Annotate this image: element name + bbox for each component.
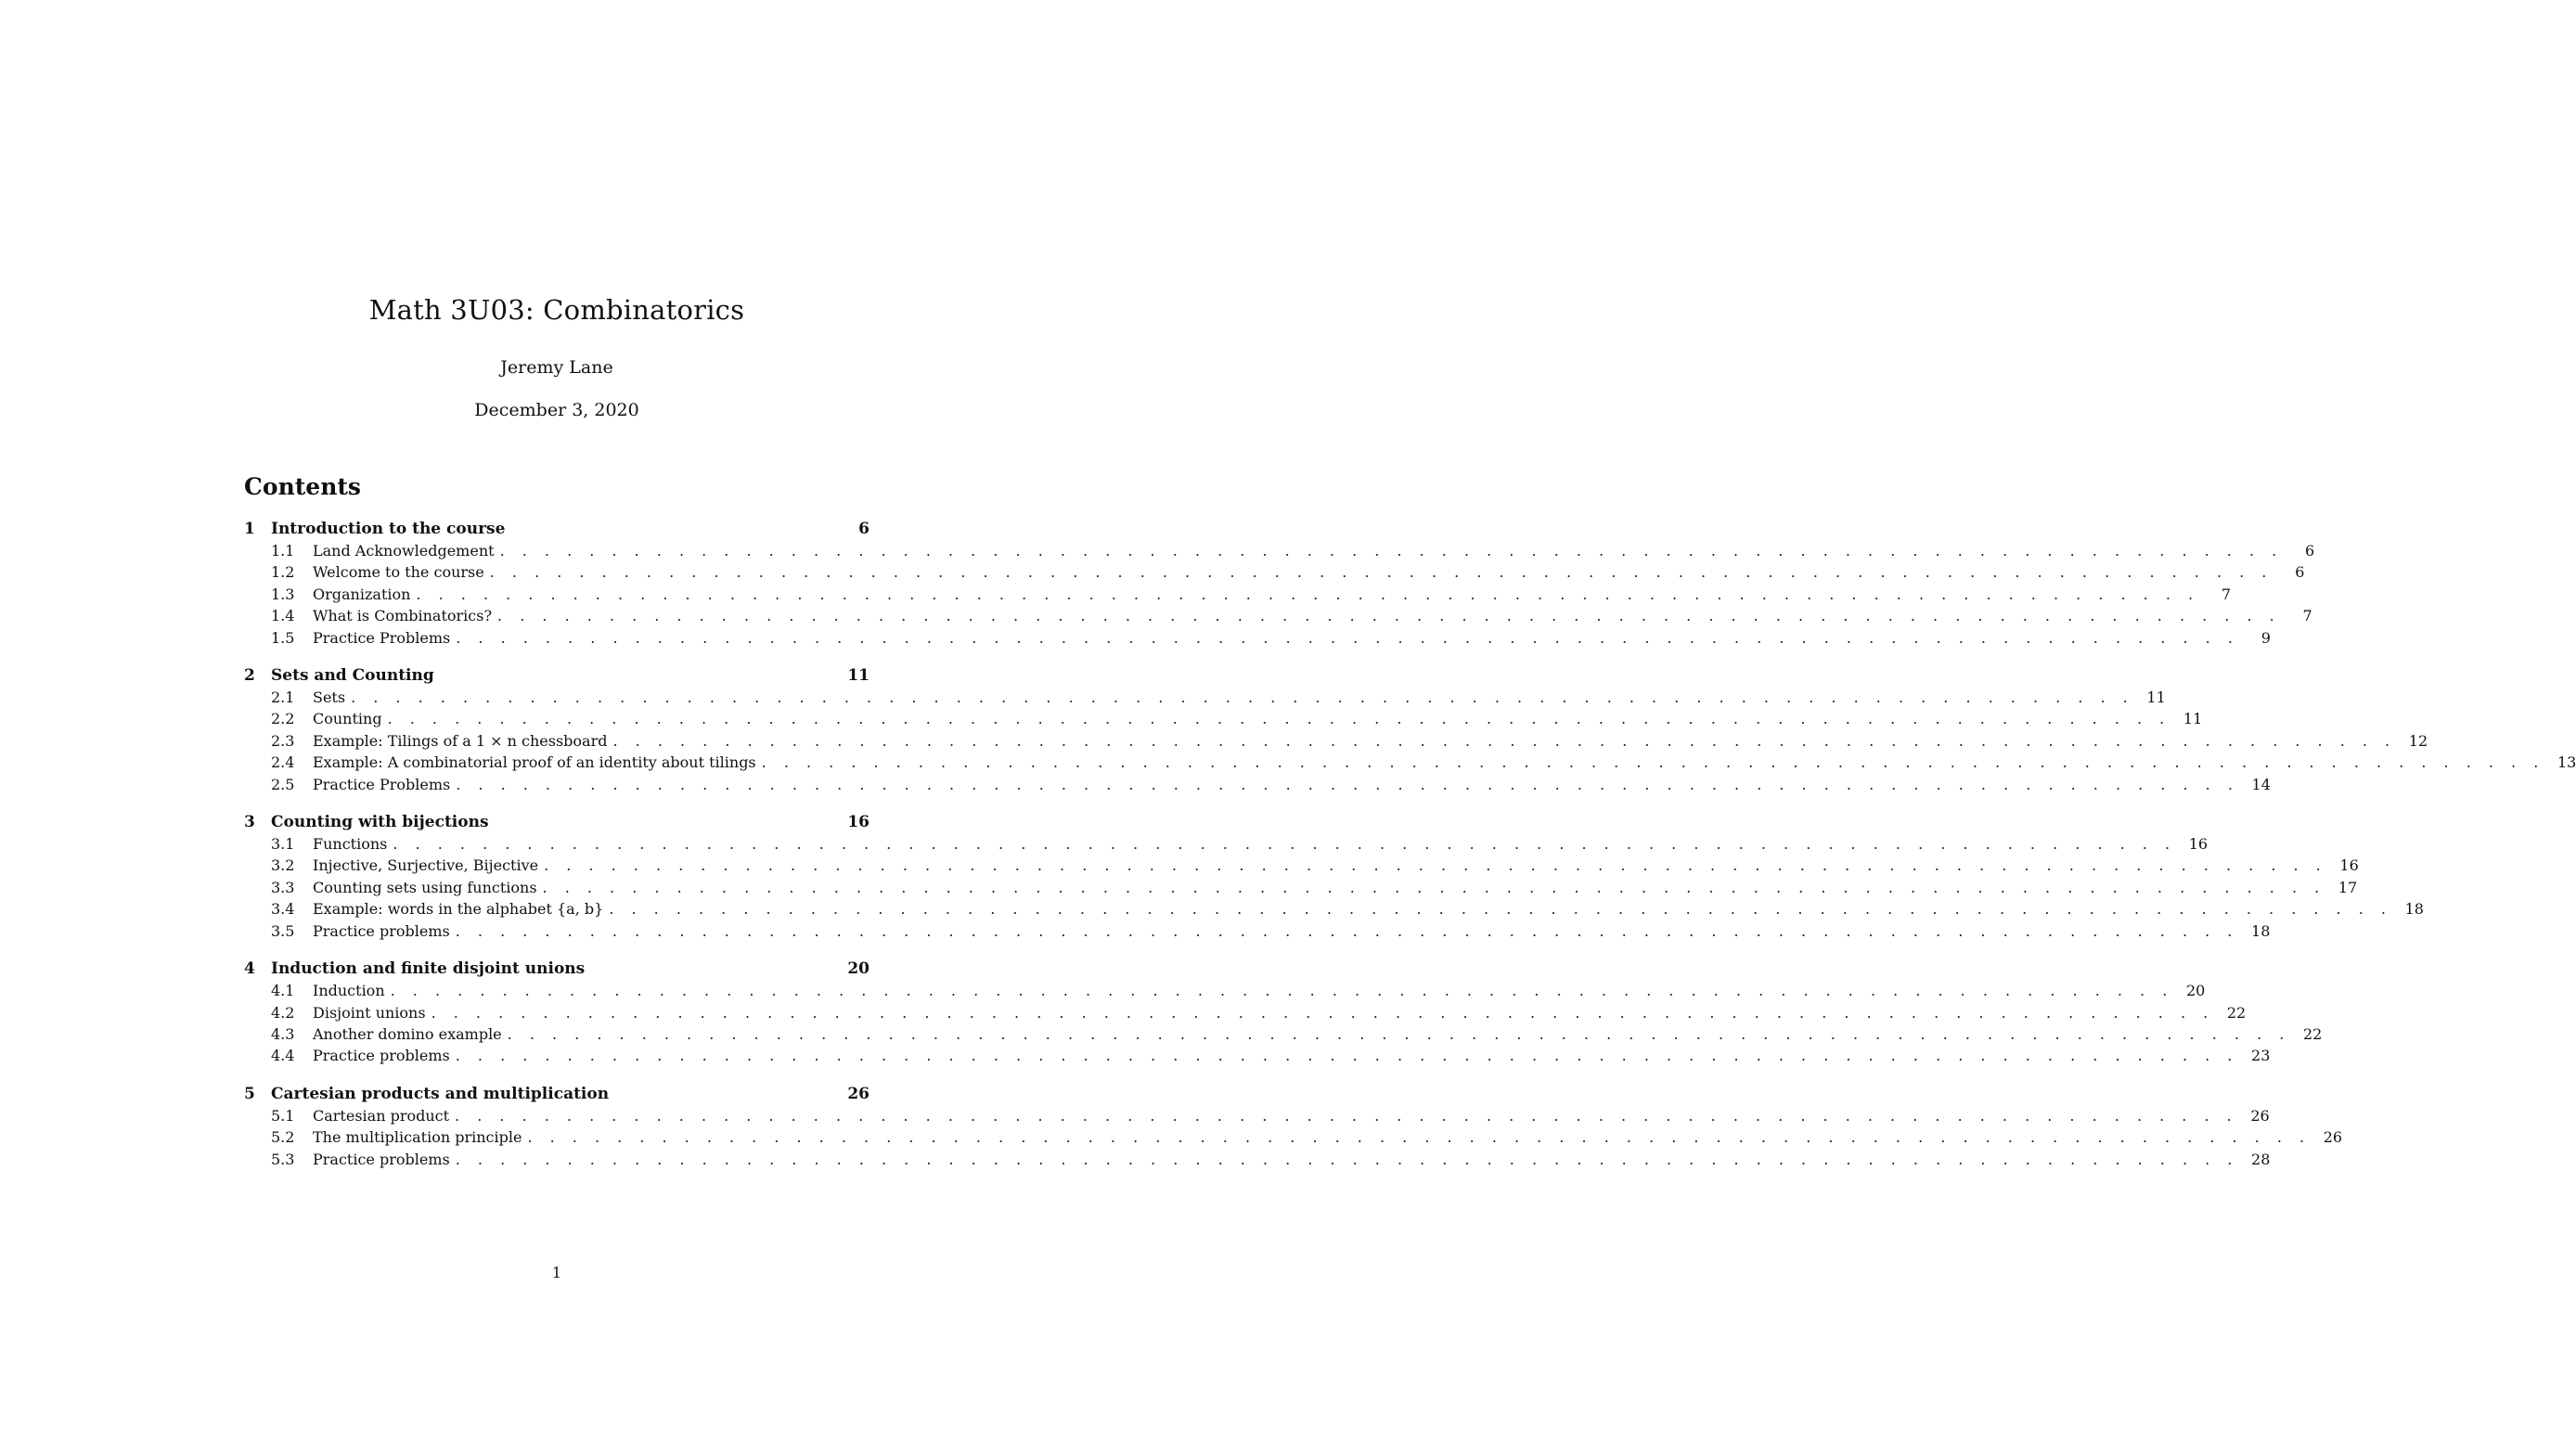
toc-subsection-page: 26 xyxy=(2323,1128,2343,1147)
toc-section-title: Induction and finite disjoint unions xyxy=(271,959,586,979)
toc-subsection-entry[interactable] xyxy=(244,898,2424,920)
dot-leader: . . . . . . . . . . . . . . . . . . . . . . . . . . . . . . . . . . . . . . . . . . . . . . . . . . . . . . . . . . . . . . . . . . . . . . . . . . . . . . . . xyxy=(455,1047,2239,1065)
toc-subsection-number: 4.3 xyxy=(271,1024,295,1043)
toc-subsection-entry[interactable] xyxy=(244,561,2305,583)
dot-leader: . . . . . . . . . . . . . . . . . . . . . . . . . . . . . . . . . . . . . . . . . . . . . . . . . . . . . . . . . . . . . . . . . . . . . . . . . . . . . . . . xyxy=(456,628,2239,647)
toc-subsection-title: Counting sets using functions xyxy=(313,878,537,896)
toc-subsection-title: Example: words in the alphabet {a, b} xyxy=(313,900,604,919)
toc-subsection-title: Land Acknowledgement xyxy=(313,542,495,560)
toc-section xyxy=(244,811,2424,942)
toc-subsection-title: What is Combinatorics? xyxy=(313,607,493,625)
dot-leader: . . . . . . . . . . . . . . . . . . . . . . . . . . . . . . . . . . . . . . . . . . . . . . . . . . . . . . . . . . . . . . . . . . . . . . . . . . . . . . . . xyxy=(507,1024,2291,1043)
dot-leader: . . . . . . . . . . . . . . . . . . . . . . . . . . . . . . . . . . . . . . . . . . . . . . . . . . . . . . . . . . . . . . . . . . . . . . . . . . . . . . . . xyxy=(351,688,2134,707)
toc-subsection-number: 1.5 xyxy=(271,628,295,647)
toc-subsection-entry[interactable] xyxy=(244,980,2206,1001)
toc-subsection-page: 12 xyxy=(2408,731,2428,750)
toc-subsection-number: 2.5 xyxy=(271,775,295,793)
toc-subsection-title: The multiplication principle xyxy=(313,1128,522,1147)
toc-subsection-title: Practice problems xyxy=(313,1150,450,1168)
toc-subsection-number: 4.4 xyxy=(271,1047,295,1065)
dot-leader: . . . . . . . . . . . . . . . . . . . . . . . . . . . . . . . . . . . . . . . . . . . . . . . . . . . . . . . . . . . . . . . . . . . . . . . . . . . . . . . . xyxy=(527,1128,2312,1147)
toc-subsection-number: 2.1 xyxy=(271,688,295,707)
toc-subsection-page: 6 xyxy=(2305,542,2315,560)
dot-leader: . . . . . . . . . . . . . . . . . . . . . . . . . . . . . . . . . . . . . . . . . . . . . . . . . . . . . . . . . . . . . . . . . . . . . . . . . . . . . . . . xyxy=(456,775,2239,793)
dot-leader: . . . . . . . . . . . . . . . . . . . . . . . . . . . . . . . . . . . . . . . . . . . . . . . . . . . . . . . . . . . . . . . . . . . . . . . . . . . . . . . . xyxy=(761,753,2545,772)
toc-section-number: 2 xyxy=(244,666,255,686)
toc-subsection-entry[interactable] xyxy=(244,1105,2270,1126)
toc-section-title: Cartesian products and multiplication xyxy=(271,1084,610,1103)
toc-subsection-number: 5.1 xyxy=(271,1106,295,1125)
toc-subsection-page: 28 xyxy=(2251,1150,2271,1168)
toc-subsection-page: 18 xyxy=(2251,921,2271,940)
dot-leader: . . . . . . . . . . . . . . . . . . . . . . . . . . . . . . . . . . . . . . . . . . . . . . . . . . . . . . . . . . . . . . . . . . . . . . . . . . . . . . . . xyxy=(416,585,2200,603)
dot-leader: . . . . . . . . . . . . . . . . . . . . . . . . . . . . . . . . . . . . . . . . . . . . . . . . . . . . . . . . . . . . . . . . . . . . . . . . . . . . . . . . xyxy=(390,982,2174,1000)
dot-leader: . . . . . . . . . . . . . . . . . . . . . . . . . . . . . . . . . . . . . . . . . . . . . . . . . . . . . . . . . . . . . . . . . . . . . . . . . . . . . . . . xyxy=(497,607,2281,625)
toc-subsection-entry[interactable] xyxy=(244,687,2166,708)
toc-section-page: 16 xyxy=(847,813,869,832)
toc-section-number: 3 xyxy=(244,813,255,832)
toc-subsection-page: 22 xyxy=(2226,1003,2247,1022)
toc-section-entry[interactable] xyxy=(244,664,869,687)
toc-subsection-entry[interactable] xyxy=(244,855,2359,876)
toc-subsection-title: Example: A combinatorial proof of an identity about tilings xyxy=(313,753,756,772)
toc-subsection-page: 26 xyxy=(2250,1106,2270,1125)
toc-subsection-title: Injective, Surjective, Bijective xyxy=(313,856,539,875)
toc-subsection-entry[interactable] xyxy=(244,833,2209,855)
toc-subsection-title: Practice Problems xyxy=(313,775,451,793)
dot-leader: . . . . . . . . . . . . . . . . . . . . . . . . . . . . . . . . . . . . . . . . . . . . . . . . . . . . . . . . . . . . . . . . . . . . . . . . . . . . . . . . xyxy=(612,731,2397,750)
toc-section-page: 6 xyxy=(858,520,869,538)
toc-subsection-number: 2.4 xyxy=(271,753,295,772)
toc-section-page: 20 xyxy=(847,959,869,979)
dot-leader: . . . . . . . . . . . . . . . . . . . . . . . . . . . . . . . . . . . . . . . . . . . . . . . . . . . . . . . . . . . . . . . . . . . . . . . . . . . . . . . . xyxy=(544,856,2327,875)
dot-leader: . . . . . . . . . . . . . . . . . . . . . . . . . . . . . . . . . . . . . . . . . . . . . . . . . . . . . . . . . . . . . . . . . . . . . . . . . . . . . . . . xyxy=(499,542,2284,560)
toc-subsection-page: 6 xyxy=(2295,563,2305,582)
toc-subsection-title: Counting xyxy=(313,710,382,728)
toc-subsection-page: 16 xyxy=(2339,856,2359,875)
toc-section-title: Introduction to the course xyxy=(271,520,506,538)
dot-leader: . . . . . . . . . . . . . . . . . . . . . . . . . . . . . . . . . . . . . . . . . . . . . . . . . . . . . . . . . . . . . . . . . . . . . . . . . . . . . . . . xyxy=(431,1003,2215,1022)
toc-subsection-entry[interactable] xyxy=(244,1002,2247,1023)
toc-section xyxy=(244,664,2576,795)
toc-subsection-title: Functions xyxy=(313,835,388,854)
toc-subsection-entry[interactable] xyxy=(244,627,2271,649)
toc-subsection-title: Disjoint unions xyxy=(313,1003,426,1022)
toc-subsection-entry[interactable] xyxy=(244,752,2576,773)
toc-subsection-page: 23 xyxy=(2251,1047,2271,1065)
toc-subsection-page: 11 xyxy=(2146,688,2166,707)
toc-subsection-number: 1.2 xyxy=(271,563,295,582)
dot-leader: . . . . . . . . . . . . . . . . . . . . . . . . . . . . . . . . . . . . . . . . . . . . . . . . . . . . . . . . . . . . . . . . . . . . . . . . . . . . . . . . xyxy=(393,835,2177,854)
toc-subsection-entry[interactable] xyxy=(244,877,2358,898)
toc-subsection-page: 13 xyxy=(2557,753,2576,772)
dot-leader: . . . . . . . . . . . . . . . . . . . . . . . . . . . . . . . . . . . . . . . . . . . . . . . . . . . . . . . . . . . . . . . . . . . . . . . . . . . . . . . . xyxy=(455,1106,2238,1125)
toc-subsection-number: 4.1 xyxy=(271,982,295,1000)
toc-subsection-title: Induction xyxy=(313,982,385,1000)
toc-subsection-page: 14 xyxy=(2251,775,2271,793)
dot-leader: . . . . . . . . . . . . . . . . . . . . . . . . . . . . . . . . . . . . . . . . . . . . . . . . . . . . . . . . . . . . . . . . . . . . . . . . . . . . . . . . xyxy=(455,1150,2239,1168)
toc-section xyxy=(244,1083,2343,1170)
toc-section-title: Sets and Counting xyxy=(271,666,434,686)
toc-subsection-number: 2.2 xyxy=(271,710,295,728)
contents-heading: Contents xyxy=(244,473,362,500)
toc-subsection-number: 3.5 xyxy=(271,921,295,940)
toc-subsection-number: 1.3 xyxy=(271,585,295,603)
document-date: December 3, 2020 xyxy=(474,400,639,420)
toc-section-entry[interactable] xyxy=(244,958,869,980)
toc-subsection-entry[interactable] xyxy=(244,920,2271,942)
toc-subsection-title: Welcome to the course xyxy=(313,563,484,582)
toc-subsection-number: 5.3 xyxy=(271,1150,295,1168)
toc-subsection-number: 1.4 xyxy=(271,607,295,625)
dot-leader: . . . . . . . . . . . . . . . . . . . . . . . . . . . . . . . . . . . . . . . . . . . . . . . . . . . . . . . . . . . . . . . . . . . . . . . . . . . . . . . . xyxy=(489,563,2273,582)
table-of-contents xyxy=(244,518,2576,1186)
toc-section-number: 1 xyxy=(244,520,255,538)
toc-section-entry[interactable] xyxy=(244,518,869,540)
toc-subsection-page: 7 xyxy=(2221,585,2232,603)
toc-subsection-entry[interactable] xyxy=(244,1149,2271,1170)
toc-subsection-page: 18 xyxy=(2404,900,2424,919)
toc-subsection-page: 7 xyxy=(2302,607,2312,625)
toc-subsection-title: Example: Tilings of a 1 × n chessboard xyxy=(313,731,608,750)
dot-leader: . . . . . . . . . . . . . . . . . . . . . . . . . . . . . . . . . . . . . . . . . . . . . . . . . . . . . . . . . . . . . . . . . . . . . . . . . . . . . . . . xyxy=(387,710,2171,728)
toc-subsection-page: 17 xyxy=(2338,878,2358,896)
toc-subsection-page: 9 xyxy=(2260,628,2271,647)
toc-section-page: 26 xyxy=(847,1084,869,1103)
toc-subsection-page: 22 xyxy=(2302,1024,2323,1043)
toc-section-title: Counting with bijections xyxy=(271,813,489,832)
toc-section-page: 11 xyxy=(847,666,869,686)
document-author: Jeremy Lane xyxy=(500,357,613,378)
toc-subsection-entry[interactable] xyxy=(244,774,2271,795)
toc-subsection-entry[interactable] xyxy=(244,730,2428,752)
toc-section xyxy=(244,958,2323,1067)
toc-section xyxy=(244,518,2315,649)
toc-subsection-number: 1.1 xyxy=(271,542,295,560)
toc-subsection-number: 2.3 xyxy=(271,731,295,750)
toc-subsection-page: 16 xyxy=(2188,835,2209,854)
toc-subsection-title: Cartesian product xyxy=(313,1106,450,1125)
dot-leader: . . . . . . . . . . . . . . . . . . . . . . . . . . . . . . . . . . . . . . . . . . . . . . . . . . . . . . . . . . . . . . . . . . . . . . . . . . . . . . . . xyxy=(609,900,2392,919)
toc-subsection-title: Sets xyxy=(313,688,346,707)
toc-subsection-number: 3.3 xyxy=(271,878,295,896)
toc-subsection-entry[interactable] xyxy=(244,1023,2323,1045)
toc-subsection-entry[interactable] xyxy=(244,1126,2343,1148)
toc-subsection-number: 4.2 xyxy=(271,1003,295,1022)
page-number: 1 xyxy=(551,1264,562,1281)
toc-section-number: 5 xyxy=(244,1084,255,1103)
toc-subsection-number: 3.2 xyxy=(271,856,295,875)
toc-subsection-entry[interactable] xyxy=(244,605,2312,626)
document-title: Math 3U03: Combinatorics xyxy=(368,294,745,326)
toc-subsection-title: Another domino example xyxy=(313,1024,502,1043)
toc-section-entry[interactable] xyxy=(244,1083,869,1105)
dot-leader: . . . . . . . . . . . . . . . . . . . . . . . . . . . . . . . . . . . . . . . . . . . . . . . . . . . . . . . . . . . . . . . . . . . . . . . . . . . . . . . . xyxy=(542,878,2326,896)
toc-subsection-page: 11 xyxy=(2183,710,2203,728)
toc-subsection-title: Organization xyxy=(313,585,411,603)
toc-subsection-number: 5.2 xyxy=(271,1128,295,1147)
toc-subsection-number: 3.4 xyxy=(271,900,295,919)
toc-subsection-title: Practice problems xyxy=(313,1047,450,1065)
toc-subsection-entry[interactable] xyxy=(244,708,2203,729)
toc-subsection-number: 3.1 xyxy=(271,835,295,854)
toc-subsection-page: 20 xyxy=(2185,982,2206,1000)
toc-subsection-entry[interactable] xyxy=(244,584,2232,605)
dot-leader: . . . . . . . . . . . . . . . . . . . . . . . . . . . . . . . . . . . . . . . . . . . . . . . . . . . . . . . . . . . . . . . . . . . . . . . . . . . . . . . . xyxy=(455,921,2239,940)
toc-subsection-title: Practice problems xyxy=(313,921,450,940)
toc-section-entry[interactable] xyxy=(244,811,869,833)
toc-subsection-entry[interactable] xyxy=(244,540,2315,561)
toc-subsection-entry[interactable] xyxy=(244,1045,2271,1066)
toc-subsection-title: Practice Problems xyxy=(313,628,451,647)
toc-section-number: 4 xyxy=(244,959,255,979)
